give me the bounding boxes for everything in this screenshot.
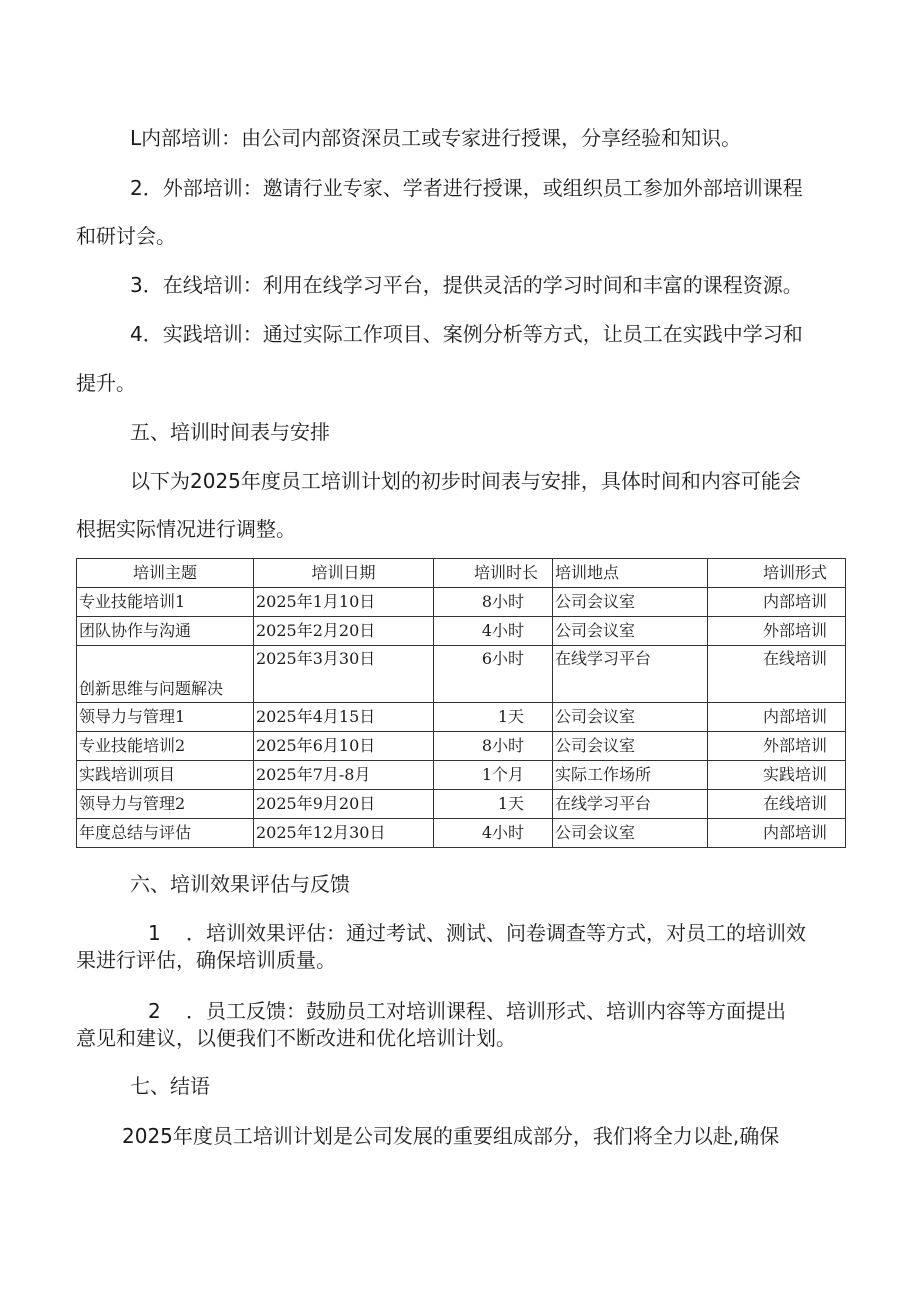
header-format: 培训形式 <box>708 559 846 588</box>
cell-date: 2025年3月30日 <box>254 646 434 703</box>
section-five-heading: 五、培训时间表与安排 <box>130 420 330 444</box>
item-practice-training: 4．实践培训：通过实际工作项目、案例分析等方式，让员工在实践中学习和 <box>130 322 803 346</box>
item-external-training-cont: 和研讨会。 <box>76 224 176 248</box>
six-item2-number: 2 <box>148 999 161 1023</box>
cell-duration: 8小时 <box>434 732 553 761</box>
cell-topic: 年度总结与评估 <box>77 819 254 848</box>
cell-duration: 4小时 <box>434 819 553 848</box>
section-five-intro-cont: 根据实际情况进行调整。 <box>76 517 296 541</box>
cell-format: 内部培训 <box>708 819 846 848</box>
cell-duration: 1天 <box>434 790 553 819</box>
header-date: 培训日期 <box>254 559 434 588</box>
cell-location: 在线学习平台 <box>553 646 708 703</box>
item-external-training: 2．外部培训：邀请行业专家、学者进行授课，或组织员工参加外部培训课程 <box>130 176 803 200</box>
cell-date: 2025年7月-8月 <box>254 761 434 790</box>
six-item1-number: 1 <box>148 921 161 945</box>
table-row <box>77 819 846 848</box>
cell-location: 公司会议室 <box>553 588 708 617</box>
cell-topic: 团队协作与沟通 <box>77 617 254 646</box>
cell-format: 外部培训 <box>708 732 846 761</box>
cell-format: 实践培训 <box>708 761 846 790</box>
table-row <box>77 790 846 819</box>
cell-location: 实际工作场所 <box>553 761 708 790</box>
cell-date: 2025年4月15日 <box>254 703 434 732</box>
section-seven-text: 2025年度员工培训计划是公司发展的重要组成部分，我们将全力以赴,确保 <box>122 1124 780 1148</box>
section-six-heading: 六、培训效果评估与反馈 <box>130 872 350 896</box>
cell-date: 2025年1月10日 <box>254 588 434 617</box>
six-item1-cont: 果进行评估，确保培训质量。 <box>76 948 336 972</box>
cell-date: 2025年9月20日 <box>254 790 434 819</box>
header-topic: 培训主题 <box>77 559 254 588</box>
table-row <box>77 703 846 732</box>
table-row <box>77 761 846 790</box>
cell-format: 内部培训 <box>708 703 846 732</box>
cell-location: 公司会议室 <box>553 703 708 732</box>
header-duration: 培训时长 <box>434 559 553 588</box>
cell-topic: 专业技能培训2 <box>77 732 254 761</box>
table-header-row <box>77 559 846 588</box>
cell-topic: 领导力与管理2 <box>77 790 254 819</box>
cell-duration: 6小时 <box>434 646 553 703</box>
cell-format: 在线培训 <box>708 790 846 819</box>
cell-format: 外部培训 <box>708 617 846 646</box>
cell-duration: 1天 <box>434 703 553 732</box>
cell-date: 2025年6月10日 <box>254 732 434 761</box>
table-row <box>77 588 846 617</box>
cell-topic: 专业技能培训1 <box>77 588 254 617</box>
section-seven-heading: 七、结语 <box>130 1074 210 1098</box>
six-item1-text: ．培训效果评估：通过考试、测试、问卷调查等方式，对员工的培训效 <box>186 921 806 945</box>
cell-duration: 1个月 <box>434 761 553 790</box>
cell-location: 公司会议室 <box>553 732 708 761</box>
training-schedule-table <box>76 558 846 848</box>
table-row <box>77 646 846 703</box>
table-row <box>77 732 846 761</box>
item-internal-training: L内部培训：由公司内部资深员工或专家进行授课，分享经验和知识。 <box>130 126 742 150</box>
cell-topic: 创新思维与问题解决 <box>77 646 254 703</box>
cell-topic: 实践培训项目 <box>77 761 254 790</box>
item-online-training: 3．在线培训：利用在线学习平台，提供灵活的学习时间和丰富的课程资源。 <box>130 273 803 297</box>
section-five-intro: 以下为2025年度员工培训计划的初步时间表与安排，具体时间和内容可能会 <box>130 469 801 493</box>
cell-duration: 8小时 <box>434 588 553 617</box>
six-item2-text: ．员工反馈：鼓励员工对培训课程、培训形式、培训内容等方面提出 <box>186 999 786 1023</box>
cell-location: 在线学习平台 <box>553 790 708 819</box>
header-location: 培训地点 <box>553 559 708 588</box>
cell-topic: 领导力与管理1 <box>77 703 254 732</box>
six-item2-cont: 意见和建议，以便我们不断改进和优化培训计划。 <box>76 1026 516 1050</box>
cell-location: 公司会议室 <box>553 617 708 646</box>
table-row <box>77 617 846 646</box>
cell-location: 公司会议室 <box>553 819 708 848</box>
cell-format: 在线培训 <box>708 646 846 703</box>
cell-format: 内部培训 <box>708 588 846 617</box>
item-practice-training-cont: 提升。 <box>76 371 136 395</box>
cell-duration: 4小时 <box>434 617 553 646</box>
cell-date: 2025年12月30日 <box>254 819 434 848</box>
cell-date: 2025年2月20日 <box>254 617 434 646</box>
